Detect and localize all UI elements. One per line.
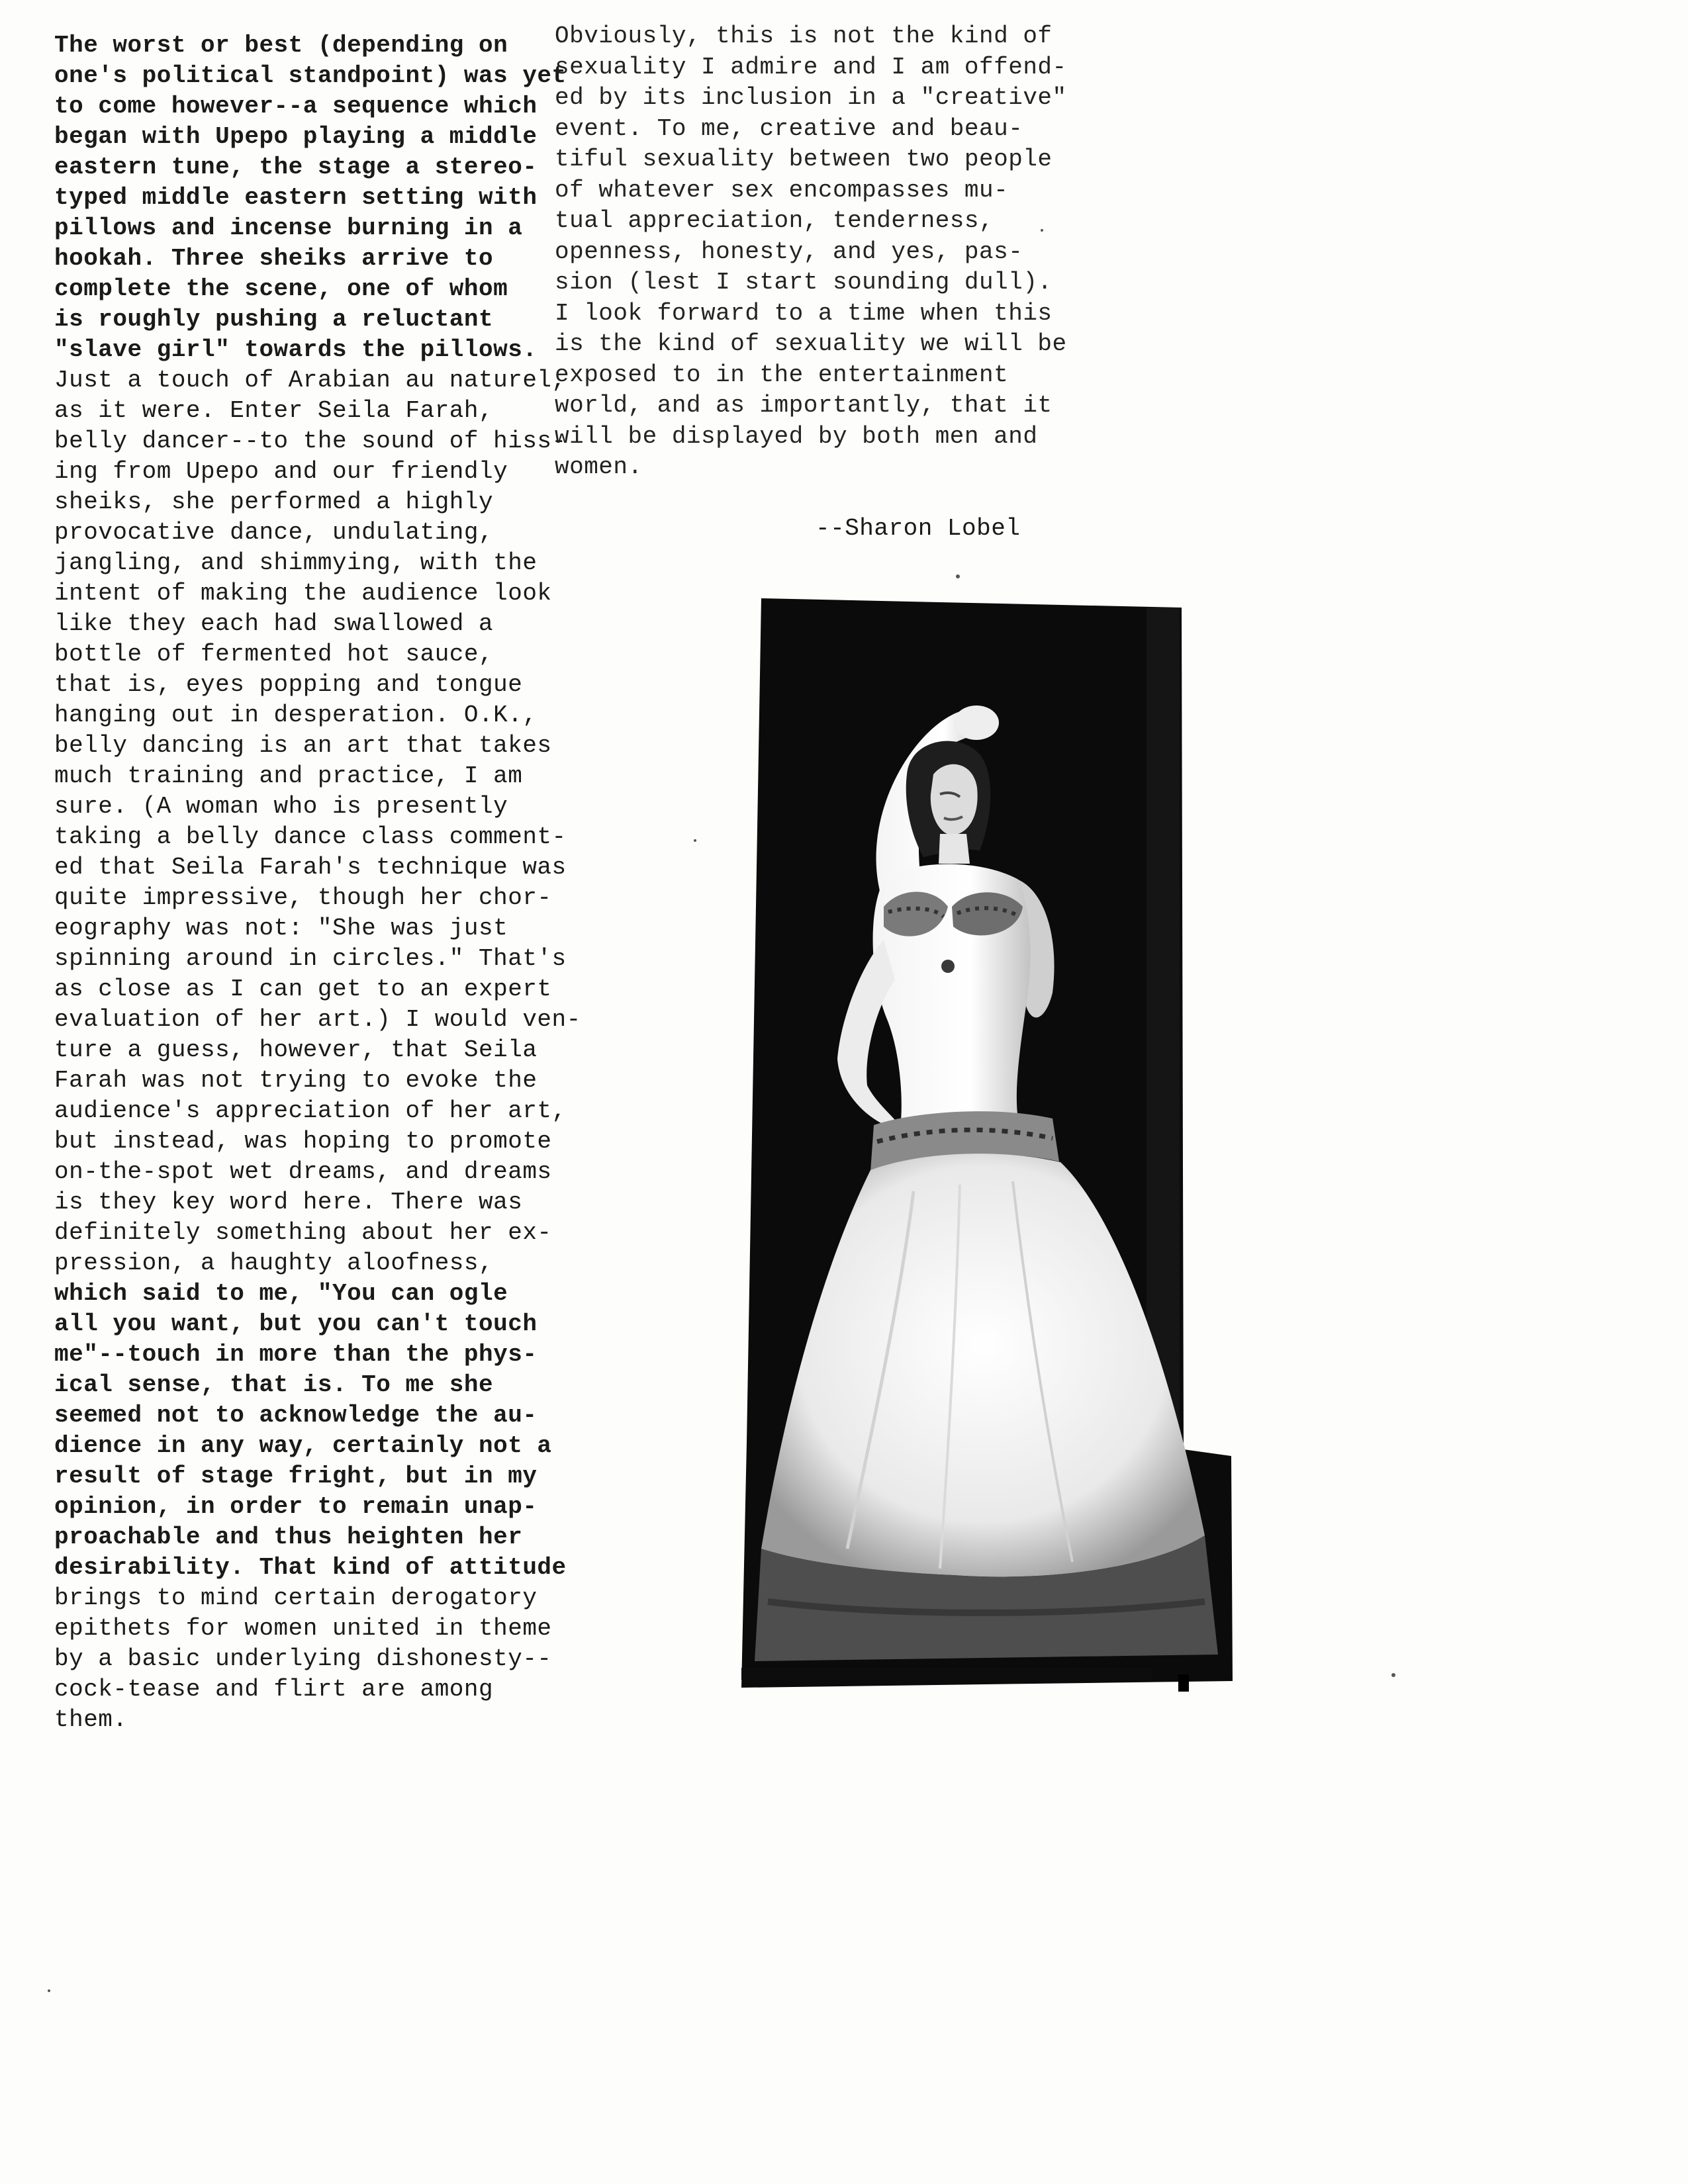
text-line: tiful sexuality between two people (555, 146, 1053, 173)
text-line: taking a belly dance class comment- (54, 823, 567, 850)
text-line: them. (54, 1706, 128, 1733)
text-line: proachable and thus heighten her (54, 1524, 523, 1551)
text-line: of whatever sex encompasses mu- (555, 176, 1009, 204)
text-line: complete the scene, one of whom (54, 275, 508, 302)
text-line: as it were. Enter Seila Farah, (54, 397, 494, 424)
text-line: brings to mind certain derogatory (54, 1584, 538, 1612)
text-line: opinion, in order to remain unap- (54, 1493, 538, 1520)
author-signature: --Sharon Lobel (816, 515, 1021, 542)
scan-speck (956, 574, 960, 578)
text-line: will be displayed by both men and (555, 422, 1038, 450)
text-line: is roughly pushing a reluctant (54, 306, 494, 333)
text-line: to come however--a sequence which (54, 93, 538, 120)
text-line: desirability. That kind of attitude (54, 1554, 567, 1581)
text-line: eography was not: "She was just (54, 915, 508, 942)
text-line: me"--touch in more than the phys- (54, 1341, 538, 1368)
scan-speck (694, 839, 696, 842)
text-line: Just a touch of Arabian au naturel, (54, 367, 567, 394)
text-line: is they key word here. There was (54, 1189, 523, 1216)
scan-speck (1391, 1673, 1395, 1677)
text-line: much training and practice, I am (54, 762, 523, 790)
text-line: began with Upepo playing a middle (54, 123, 538, 150)
text-line: jangling, and shimmying, with the (54, 549, 538, 576)
right-text-column (555, 21, 1067, 483)
text-line: is the kind of sexuality we will be (555, 330, 1067, 357)
text-line: women. (555, 453, 643, 480)
text-line: cock-tease and flirt are among (54, 1676, 494, 1703)
text-line: belly dancing is an art that takes (54, 732, 552, 759)
text-line: ed that Seila Farah's technique was (54, 854, 567, 881)
text-line: world, and as importantly, that it (555, 392, 1053, 419)
text-line: "slave girl" towards the pillows. (54, 336, 538, 363)
text-line: ical sense, that is. To me she (54, 1371, 494, 1398)
text-line: tual appreciation, tenderness, (555, 207, 994, 234)
text-line: by a basic underlying dishonesty-- (54, 1645, 552, 1672)
text-line: evaluation of her art.) I would ven- (54, 1006, 581, 1033)
text-line: The worst or best (depending on (54, 32, 508, 59)
text-line: epithets for women united in theme (54, 1615, 552, 1642)
text-line: openness, honesty, and yes, pas- (555, 238, 1023, 265)
text-line: Farah was not trying to evoke the (54, 1067, 538, 1094)
text-line: ture a guess, however, that Seila (54, 1036, 538, 1064)
text-line: that is, eyes popping and tongue (54, 671, 523, 698)
text-line: exposed to in the entertainment (555, 361, 1009, 388)
text-line: audience's appreciation of her art, (54, 1097, 567, 1124)
text-line: provocative dance, undulating, (54, 519, 494, 546)
text-line: sion (lest I start sounding dull). (555, 269, 1053, 296)
text-line: ed by its inclusion in a "creative" (555, 84, 1067, 111)
text-line: bottle of fermented hot sauce, (54, 641, 494, 668)
text-line: result of stage fright, but in my (54, 1463, 538, 1490)
text-line: but instead, was hoping to promote (54, 1128, 552, 1155)
scan-speck (48, 1989, 50, 1992)
text-line: one's political standpoint) was yet (54, 62, 567, 89)
text-line: hookah. Three sheiks arrive to (54, 245, 494, 272)
text-line: belly dancer--to the sound of hiss- (54, 428, 567, 455)
text-line: dience in any way, certainly not a (54, 1432, 552, 1459)
text-line: as close as I can get to an expert (54, 976, 552, 1003)
belly-dancer-photo (741, 596, 1238, 1701)
text-line: event. To me, creative and beau- (555, 114, 1023, 142)
text-line: eastern tune, the stage a stereo- (54, 154, 538, 181)
text-line: all you want, but you can't touch (54, 1310, 538, 1338)
text-line: like they each had swallowed a (54, 610, 494, 637)
text-line: Obviously, this is not the kind of (555, 23, 1053, 50)
text-line: ing from Upepo and our friendly (54, 458, 508, 485)
text-line: sexuality I admire and I am offend- (555, 53, 1067, 81)
photo-graphic (741, 596, 1238, 1701)
text-line: typed middle eastern setting with (54, 184, 538, 211)
text-line: I look forward to a time when this (555, 299, 1053, 327)
text-line: spinning around in circles." That's (54, 945, 567, 972)
text-line: on-the-spot wet dreams, and dreams (54, 1158, 552, 1185)
text-line: pression, a haughty aloofness, (54, 1250, 494, 1277)
text-line: quite impressive, though her chor- (54, 884, 552, 911)
text-line: pillows and incense burning in a (54, 214, 523, 242)
text-line: seemed not to acknowledge the au- (54, 1402, 538, 1429)
left-text-column (54, 30, 581, 1735)
text-line: sheiks, she performed a highly (54, 488, 494, 516)
scan-speck (1041, 229, 1043, 232)
text-line: definitely something about her ex- (54, 1219, 552, 1246)
text-line: sure. (A woman who is presently (54, 793, 508, 820)
text-line: intent of making the audience look (54, 580, 552, 607)
text-line: which said to me, "You can ogle (54, 1280, 508, 1307)
text-line: hanging out in desperation. O.K., (54, 702, 538, 729)
